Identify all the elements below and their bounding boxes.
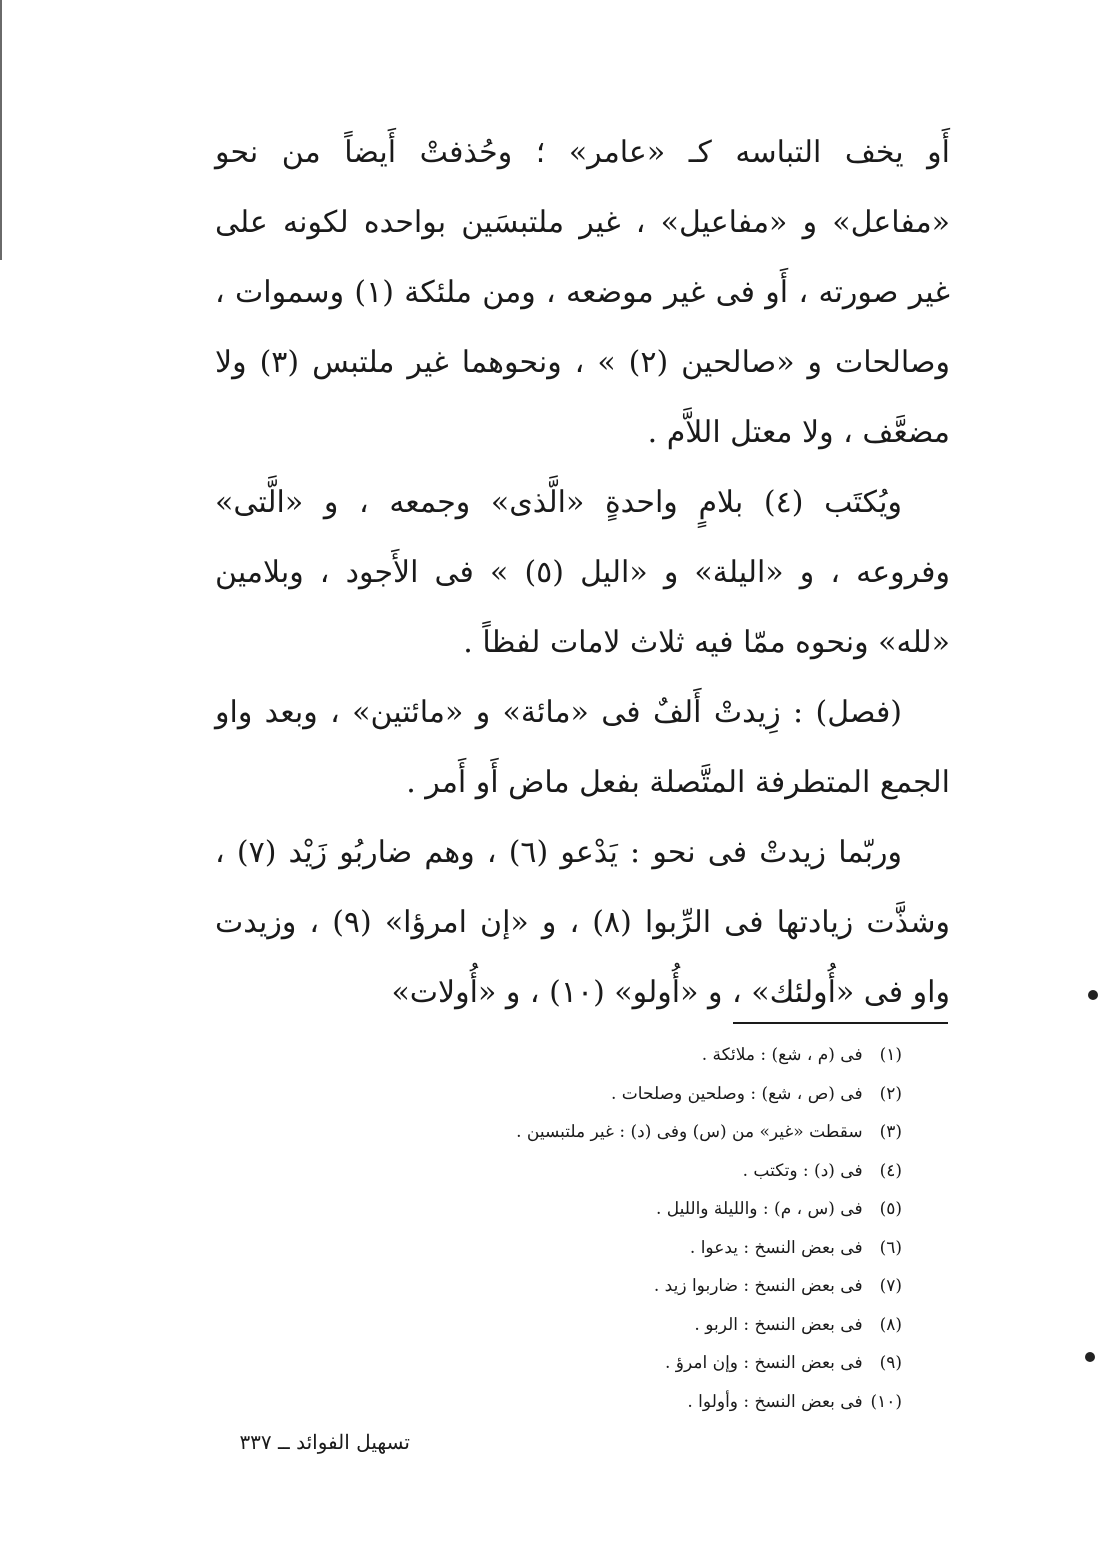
footnote-number: (٤)	[879, 1160, 902, 1181]
paragraph-1: أَو يخف التباسه كـ «عامر» ؛ وحُذفتْ أَيضاً من نحو «مفاعل» و «مفاعيل» ، غير ملتبسَين بواحده لكونه على غير صورته ، أَو فى غير موضعه ، ومن ملئكة (١) وسموات ، وصالحات و «صالحين (٢) » ، ونحوهما غير ملتبس (٣) ولا مضعَّف ، ولا معتل اللاَّم .	[215, 135, 950, 450]
paragraph-2: ويُكتَب (٤) بلامٍ واحدةٍ «الَّذى» وجمعه ، و «الَّتى» وفروعه ، و «اليلة» و «اليل (٥) » فى الأَجود ، وبلامين «لله» ونحوه ممّا فيه ثلاث لامات لفظاً .	[215, 485, 951, 660]
page-edge-line	[0, 0, 2, 260]
footnote-6	[380, 1229, 902, 1268]
footnote-number: (٩)	[879, 1353, 902, 1373]
footnote-5	[380, 1190, 902, 1229]
footnote-number: (٣)	[879, 1122, 902, 1142]
footnote-separator	[733, 1022, 948, 1024]
footnote-9	[380, 1344, 902, 1383]
footnote-number: (٧)	[879, 1276, 902, 1296]
scan-mark-upper	[1088, 990, 1098, 1000]
scan-mark-lower	[1085, 1352, 1095, 1362]
footnote-number: (٥)	[879, 1199, 902, 1219]
footnotes-list	[380, 1036, 902, 1421]
footnote-10	[380, 1383, 902, 1422]
footnote-1	[380, 1036, 902, 1075]
footnote-8	[380, 1306, 902, 1345]
paragraph-4: وربّما زيدتْ فى نحو : يَدْعو (٦) ، وهم ضاربُو زَيْد (٧) ، وشذَّت زيادتها فى الرِّبوا (٨) ، و «إن امرؤا» (٩) ، وزيدت واو فى «أُولئك» ، و «أُولو» (١٠) ، و «أُولات»	[215, 835, 950, 1010]
footnote-number: (٢)	[879, 1083, 902, 1104]
footnote-text: فى بعض النسخ : وإن امرؤ .	[664, 1353, 863, 1373]
footnote-text: فى بعض النسخ : وأولوا .	[687, 1391, 863, 1412]
footnote-text: فى (د) : وتكتب .	[742, 1160, 863, 1181]
footnote-number: (١٠)	[870, 1391, 902, 1412]
paragraph-3: (فصل) : زِيدتْ أَلفٌ فى «مائة» و «مائتين» ، وبعد واو الجمع المتطرفة المتَّصلة بفعل ماض أَو أَمر .	[215, 695, 950, 800]
main-text	[215, 118, 950, 1028]
footnote-number: (١)	[879, 1045, 902, 1065]
footnote-text: فى بعض النسخ : يدعوا .	[689, 1237, 863, 1258]
footnote-4	[380, 1152, 902, 1191]
footnote-text: فى (ص ، شع) : وصلحين وصلحات .	[610, 1083, 863, 1104]
footnote-text: فى (س ، م) : والليلة والليل .	[655, 1199, 863, 1219]
footnote-number: (٦)	[879, 1237, 902, 1258]
footnote-text: سقطت «غير» من (س) وفى (د) : غير ملتبسين .	[516, 1122, 863, 1142]
footnote-2	[380, 1075, 902, 1114]
footnote-7	[380, 1267, 902, 1306]
footnote-text: فى (م ، شع) : ملائكة .	[701, 1045, 863, 1065]
footnote-text: فى بعض النسخ : ضاربوا زيد .	[653, 1276, 863, 1296]
page-footer: تسهيل الفوائد ــ ٣٣٧	[239, 1430, 410, 1454]
footnote-number: (٨)	[879, 1314, 902, 1335]
footnote-text: فى بعض النسخ : الربو .	[694, 1314, 863, 1335]
footnote-3	[380, 1113, 902, 1152]
